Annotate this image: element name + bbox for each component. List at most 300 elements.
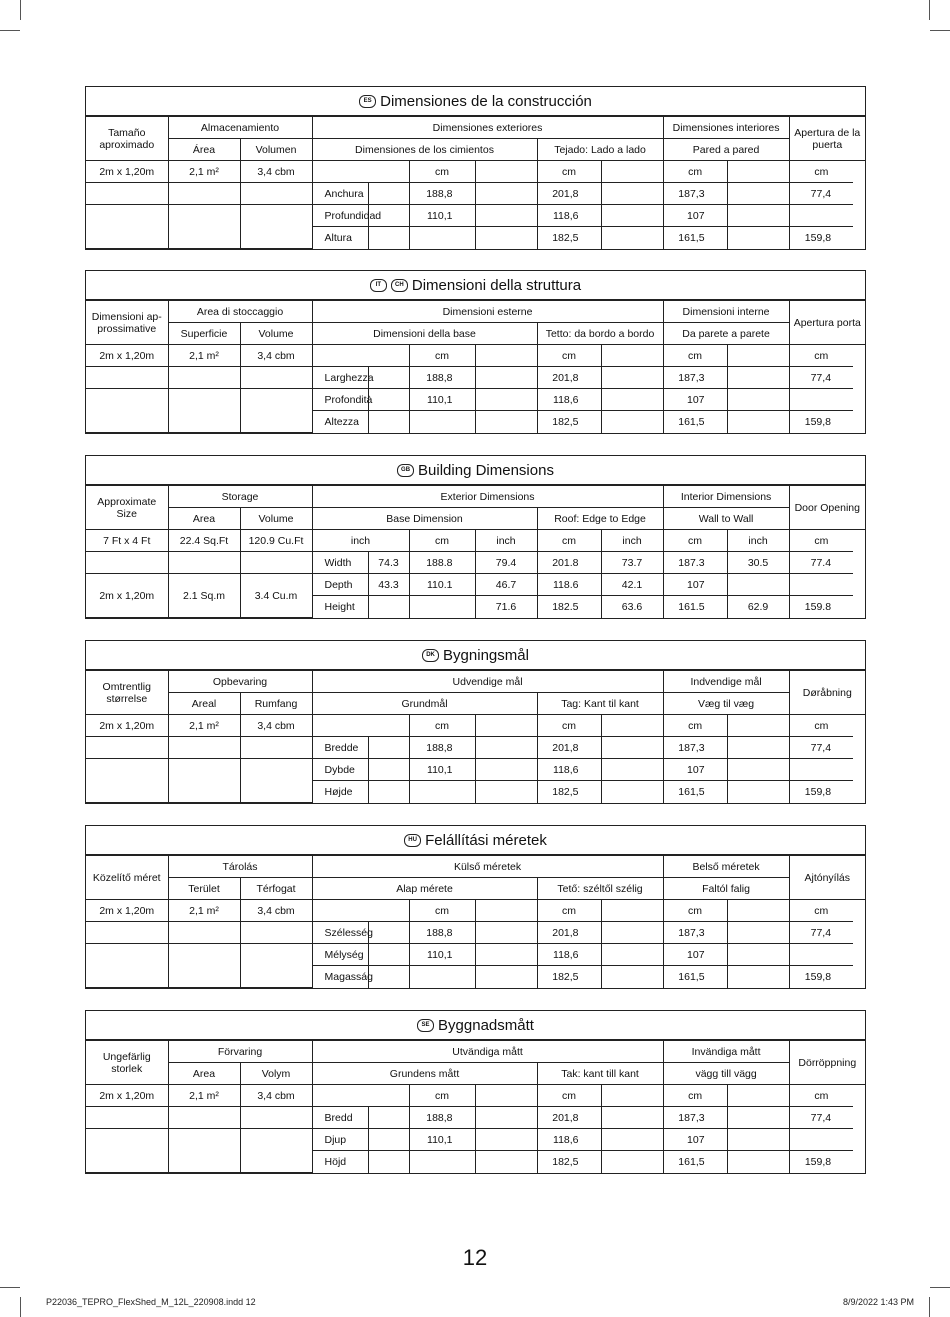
header-size: Tamaño aproximado xyxy=(86,117,168,161)
header-base: Base Dimension xyxy=(312,508,537,530)
unit-label: cm xyxy=(409,161,475,183)
dimension-value: 77,4 xyxy=(789,1107,853,1129)
size-value: 2m x 1,20m xyxy=(86,345,168,367)
dimension-value: 201.8 xyxy=(537,552,601,574)
empty-cell xyxy=(86,737,168,759)
dimension-value: 118,6 xyxy=(537,1129,601,1151)
section-title-text: Byggnadsmått xyxy=(438,1016,534,1034)
header-roof: Tejado: Lado a lado xyxy=(537,139,663,161)
unit-label xyxy=(312,900,409,922)
dimension-label: Magasság xyxy=(312,966,368,988)
dimension-value xyxy=(475,389,537,411)
empty-cell xyxy=(240,1107,312,1129)
header-base: Alap mérete xyxy=(312,878,537,900)
dimension-value: 63.6 xyxy=(601,596,663,618)
dimension-value: 182,5 xyxy=(537,227,601,249)
unit-label xyxy=(475,161,537,183)
area-value: 2.1 Sq.m xyxy=(168,574,240,618)
dimension-value: 107 xyxy=(663,205,727,227)
dimension-value xyxy=(727,389,789,411)
dimension-value xyxy=(601,1151,663,1173)
size-value xyxy=(86,1129,168,1173)
area-value xyxy=(168,205,240,249)
dimension-value xyxy=(727,781,789,803)
size-value: 2m x 1,20m xyxy=(86,715,168,737)
area-value: 2,1 m² xyxy=(168,1085,240,1107)
dimension-table xyxy=(86,1040,865,1173)
dimension-value xyxy=(727,183,789,205)
header-exterior: Dimensioni esterne xyxy=(312,301,663,323)
table-row xyxy=(86,759,865,781)
dimension-value xyxy=(727,966,789,988)
header-roof: Roof: Edge to Edge xyxy=(537,508,663,530)
dimension-value xyxy=(601,1107,663,1129)
dimension-value: 159.8 xyxy=(789,596,853,618)
dimension-value: 77,4 xyxy=(789,922,853,944)
dimension-value: 118,6 xyxy=(537,759,601,781)
header-base: Dimensiones de los cimientos xyxy=(312,139,537,161)
empty-cell xyxy=(86,183,168,205)
unit-label: cm xyxy=(409,715,475,737)
dimension-label: Anchura xyxy=(312,183,368,205)
dimension-value: 110.1 xyxy=(409,574,475,596)
dimension-value: 201,8 xyxy=(537,183,601,205)
language-badge-icon: CH xyxy=(391,279,408,292)
dimension-label: Szélesség xyxy=(312,922,368,944)
header-size: Közelítő méret xyxy=(86,856,168,900)
unit-label: cm xyxy=(537,345,601,367)
dimension-value xyxy=(368,922,409,944)
header-area: Areal xyxy=(168,693,240,715)
crop-mark xyxy=(20,1297,21,1317)
header-volume: Térfogat xyxy=(240,878,312,900)
dimension-value xyxy=(727,759,789,781)
empty-cell xyxy=(168,922,240,944)
area-value: 2,1 m² xyxy=(168,161,240,183)
dimension-value xyxy=(601,411,663,433)
area-value xyxy=(168,1129,240,1173)
dimension-value xyxy=(601,183,663,205)
header-area: Superficie xyxy=(168,323,240,345)
dimension-value xyxy=(727,205,789,227)
header-wall: Da parete a parete xyxy=(663,323,789,345)
size-value xyxy=(86,389,168,433)
volume-value: 3,4 cbm xyxy=(240,715,312,737)
table-row xyxy=(86,944,865,966)
dimension-value: 182,5 xyxy=(537,966,601,988)
dimension-value xyxy=(789,1129,853,1151)
unit-label: cm xyxy=(537,1085,601,1107)
dimension-value xyxy=(475,737,537,759)
unit-label: cm xyxy=(663,715,727,737)
section-title-text: Dimensioni della struttura xyxy=(411,276,582,294)
unit-label xyxy=(475,900,537,922)
section-title xyxy=(86,87,865,116)
empty-cell xyxy=(168,737,240,759)
dimension-value: 187,3 xyxy=(663,183,727,205)
unit-label: cm xyxy=(789,1085,853,1107)
dimension-value: 107 xyxy=(663,389,727,411)
dimension-value: 118,6 xyxy=(537,944,601,966)
dimension-value xyxy=(475,781,537,803)
dimension-value xyxy=(368,944,409,966)
header-door: Apertura porta xyxy=(789,301,865,345)
header-size: Dimensioni ap- prossimative xyxy=(86,301,168,345)
unit-label xyxy=(727,900,789,922)
dimension-value xyxy=(789,944,853,966)
area-value xyxy=(168,389,240,433)
dimension-value: 107 xyxy=(663,574,727,596)
dimension-value: 182,5 xyxy=(537,781,601,803)
size-value: 2m x 1,20m xyxy=(86,574,168,618)
unit-label xyxy=(727,1085,789,1107)
dimension-table xyxy=(86,300,865,433)
dimension-value xyxy=(475,759,537,781)
dimension-value xyxy=(727,922,789,944)
dimension-value: 182,5 xyxy=(537,1151,601,1173)
unit-label: cm xyxy=(663,161,727,183)
unit-label xyxy=(312,345,409,367)
section-title-text: Bygningsmål xyxy=(443,646,529,664)
dimension-section xyxy=(85,455,866,619)
size-value xyxy=(86,759,168,803)
area-value: 2,1 m² xyxy=(168,900,240,922)
dimension-value xyxy=(475,183,537,205)
language-badge-icon: GB xyxy=(397,464,414,477)
dimension-label: Height xyxy=(312,596,368,618)
dimension-value: 161,5 xyxy=(663,227,727,249)
header-interior: Invändiga mått xyxy=(663,1041,789,1063)
dimension-value: 118,6 xyxy=(537,389,601,411)
empty-cell xyxy=(86,367,168,389)
dimension-value: 77,4 xyxy=(789,737,853,759)
header-exterior: Udvendige mål xyxy=(312,671,663,693)
unit-label: cm xyxy=(537,161,601,183)
unit-label: cm xyxy=(789,900,853,922)
unit-label: cm xyxy=(409,900,475,922)
unit-label xyxy=(475,715,537,737)
dimension-label: Width xyxy=(312,552,368,574)
volume-value: 3,4 cbm xyxy=(240,345,312,367)
dimension-value xyxy=(409,596,475,618)
dimension-value: 30.5 xyxy=(727,552,789,574)
unit-label xyxy=(601,345,663,367)
header-base: Dimensioni della base xyxy=(312,323,537,345)
dimension-section xyxy=(85,86,866,250)
dimension-value xyxy=(727,737,789,759)
dimension-value: 79.4 xyxy=(475,552,537,574)
volume-value xyxy=(240,205,312,249)
dimension-value xyxy=(368,1151,409,1173)
header-interior: Indvendige mål xyxy=(663,671,789,693)
dimension-value: 188,8 xyxy=(409,1107,475,1129)
language-badge-icon: HU xyxy=(404,834,421,847)
section-title xyxy=(86,1011,865,1040)
dimension-value: 161,5 xyxy=(663,1151,727,1173)
dimension-value: 201,8 xyxy=(537,737,601,759)
header-door: Dörröppning xyxy=(789,1041,865,1085)
section-title xyxy=(86,271,865,300)
dimension-value: 187,3 xyxy=(663,737,727,759)
dimension-value: 188,8 xyxy=(409,183,475,205)
header-size: Approximate Size xyxy=(86,486,168,530)
dimension-value: 110,1 xyxy=(409,205,475,227)
header-interior: Belső méretek xyxy=(663,856,789,878)
dimension-value xyxy=(789,759,853,781)
dimension-value xyxy=(475,411,537,433)
size-value: 7 Ft x 4 Ft xyxy=(86,530,168,552)
dimension-value xyxy=(601,922,663,944)
dimension-value: 107 xyxy=(663,1129,727,1151)
dimension-value xyxy=(601,205,663,227)
dimension-value xyxy=(368,1129,409,1151)
dimension-value xyxy=(368,781,409,803)
table-row xyxy=(86,1129,865,1151)
dimension-value: 159,8 xyxy=(789,781,853,803)
size-value xyxy=(86,205,168,249)
dimension-value xyxy=(601,367,663,389)
area-value: 22.4 Sq.Ft xyxy=(168,530,240,552)
empty-cell xyxy=(86,552,168,574)
empty-cell xyxy=(168,1107,240,1129)
dimension-value: 161.5 xyxy=(663,596,727,618)
dimension-value: 187.3 xyxy=(663,552,727,574)
header-interior: Interior Dimensions xyxy=(663,486,789,508)
dimension-section xyxy=(85,640,866,804)
dimension-value xyxy=(601,389,663,411)
dimension-value xyxy=(727,944,789,966)
unit-label xyxy=(475,345,537,367)
dimension-value: 182,5 xyxy=(537,411,601,433)
footer-file: P22036_TEPRO_FlexShed_M_12L_220908.indd 12 xyxy=(46,1297,256,1307)
size-value: 2m x 1,20m xyxy=(86,1085,168,1107)
header-wall: Faltól falig xyxy=(663,878,789,900)
dimension-value xyxy=(601,966,663,988)
dimension-value xyxy=(475,966,537,988)
language-badge-icon: SE xyxy=(417,1019,434,1032)
dimension-label: Höjd xyxy=(312,1151,368,1173)
empty-cell xyxy=(168,183,240,205)
header-roof: Tag: Kant til kant xyxy=(537,693,663,715)
empty-cell xyxy=(240,737,312,759)
unit-label: cm xyxy=(537,900,601,922)
dimension-value xyxy=(475,944,537,966)
dimension-value xyxy=(789,205,853,227)
header-exterior: Exterior Dimensions xyxy=(312,486,663,508)
dimension-value: 161,5 xyxy=(663,966,727,988)
unit-label: inch xyxy=(727,530,789,552)
footer-timestamp: 8/9/2022 1:43 PM xyxy=(842,1297,914,1307)
unit-label xyxy=(312,161,409,183)
dimension-value xyxy=(368,966,409,988)
unit-label: cm xyxy=(663,530,727,552)
area-value: 2,1 m² xyxy=(168,345,240,367)
empty-cell xyxy=(168,367,240,389)
dimension-value xyxy=(409,1151,475,1173)
section-title-text: Dimensiones de la construcción xyxy=(380,92,592,110)
area-value xyxy=(168,759,240,803)
dimension-value: 107 xyxy=(663,944,727,966)
header-storage: Storage xyxy=(168,486,312,508)
crop-mark xyxy=(0,30,20,31)
volume-value: 3,4 cbm xyxy=(240,1085,312,1107)
dimension-value: 187,3 xyxy=(663,367,727,389)
dimension-label: Profundidad xyxy=(312,205,368,227)
dimension-value: 118,6 xyxy=(537,205,601,227)
table-row xyxy=(86,183,865,205)
dimension-label: Højde xyxy=(312,781,368,803)
dimension-label: Bredd xyxy=(312,1107,368,1129)
dimension-value: 77,4 xyxy=(789,367,853,389)
dimension-value: 107 xyxy=(663,759,727,781)
area-value xyxy=(168,944,240,988)
volume-value: 3.4 Cu.m xyxy=(240,574,312,618)
dimension-section xyxy=(85,825,866,989)
header-wall: Væg til væg xyxy=(663,693,789,715)
unit-label: cm xyxy=(789,530,853,552)
dimension-value xyxy=(368,759,409,781)
dimension-value: 110,1 xyxy=(409,944,475,966)
dimension-value: 201,8 xyxy=(537,922,601,944)
section-title-text: Building Dimensions xyxy=(418,461,554,479)
dimension-value: 188.8 xyxy=(409,552,475,574)
dimension-value: 159,8 xyxy=(789,1151,853,1173)
unit-label xyxy=(312,715,409,737)
volume-value: 120.9 Cu.Ft xyxy=(240,530,312,552)
header-door: Døråbning xyxy=(789,671,865,715)
table-row xyxy=(86,389,865,411)
dimension-label: Dybde xyxy=(312,759,368,781)
empty-cell xyxy=(86,1107,168,1129)
header-wall: Pared a pared xyxy=(663,139,789,161)
unit-label xyxy=(601,161,663,183)
header-roof: Tak: kant till kant xyxy=(537,1063,663,1085)
dimension-value xyxy=(368,367,409,389)
dimension-value xyxy=(601,759,663,781)
unit-label: cm xyxy=(409,1085,475,1107)
dimension-value: 110,1 xyxy=(409,1129,475,1151)
empty-cell xyxy=(86,922,168,944)
unit-label xyxy=(601,900,663,922)
dimension-value: 159,8 xyxy=(789,227,853,249)
dimension-value: 77,4 xyxy=(789,183,853,205)
unit-label: cm xyxy=(663,345,727,367)
volume-value: 3,4 cbm xyxy=(240,900,312,922)
unit-label xyxy=(727,161,789,183)
dimension-value: 187,3 xyxy=(663,922,727,944)
section-title xyxy=(86,641,865,670)
section-title xyxy=(86,826,865,855)
dimension-label: Bredde xyxy=(312,737,368,759)
volume-value xyxy=(240,944,312,988)
dimension-value: 118.6 xyxy=(537,574,601,596)
dimension-table xyxy=(86,116,865,249)
size-value: 2m x 1,20m xyxy=(86,161,168,183)
empty-cell xyxy=(240,552,312,574)
header-storage: Area di stoccaggio xyxy=(168,301,312,323)
header-storage: Opbevaring xyxy=(168,671,312,693)
dimension-label: Depth xyxy=(312,574,368,596)
unit-label: cm xyxy=(789,345,853,367)
dimension-value: 110,1 xyxy=(409,759,475,781)
empty-cell xyxy=(240,367,312,389)
header-area: Terület xyxy=(168,878,240,900)
dimension-value xyxy=(368,1107,409,1129)
table-row xyxy=(86,574,865,596)
header-area: Area xyxy=(168,508,240,530)
table-row xyxy=(86,552,865,574)
header-size: Ungefärlig storlek xyxy=(86,1041,168,1085)
dimension-value xyxy=(368,183,409,205)
dimension-value xyxy=(475,1151,537,1173)
unit-label xyxy=(312,1085,409,1107)
volume-value xyxy=(240,1129,312,1173)
size-value xyxy=(86,944,168,988)
unit-label: inch xyxy=(475,530,537,552)
header-interior: Dimensiones interiores xyxy=(663,117,789,139)
dimension-value: 110,1 xyxy=(409,389,475,411)
unit-label: cm xyxy=(663,1085,727,1107)
dimension-value xyxy=(727,411,789,433)
volume-value: 3,4 cbm xyxy=(240,161,312,183)
unit-label xyxy=(601,1085,663,1107)
header-base: Grundens mått xyxy=(312,1063,537,1085)
header-wall: vägg till vägg xyxy=(663,1063,789,1085)
dimension-value: 71.6 xyxy=(475,596,537,618)
header-storage: Almacenamiento xyxy=(168,117,312,139)
dimension-value xyxy=(789,389,853,411)
dimension-section xyxy=(85,270,866,434)
dimension-value xyxy=(409,227,475,249)
dimension-value: 42.1 xyxy=(601,574,663,596)
header-exterior: Utvändiga mått xyxy=(312,1041,663,1063)
dimension-table xyxy=(86,855,865,988)
dimension-value: 188,8 xyxy=(409,367,475,389)
dimension-value xyxy=(368,596,409,618)
dimension-label: Altezza xyxy=(312,411,368,433)
dimension-value: 46.7 xyxy=(475,574,537,596)
unit-label: inch xyxy=(601,530,663,552)
dimension-value xyxy=(475,1107,537,1129)
dimension-value: 201,8 xyxy=(537,367,601,389)
dimension-value xyxy=(727,1129,789,1151)
empty-cell xyxy=(168,552,240,574)
dimension-label: Djup xyxy=(312,1129,368,1151)
header-door: Apertura de la puerta xyxy=(789,117,865,161)
volume-value xyxy=(240,389,312,433)
section-title-text: Felállítási méretek xyxy=(425,831,547,849)
language-badge-icon: DK xyxy=(422,649,439,662)
dimension-value xyxy=(601,781,663,803)
header-exterior: Dimensiones exteriores xyxy=(312,117,663,139)
unit-label: cm xyxy=(537,530,601,552)
header-interior: Dimensioni interne xyxy=(663,301,789,323)
crop-mark xyxy=(930,30,950,31)
empty-cell xyxy=(240,922,312,944)
dimension-value: 161,5 xyxy=(663,411,727,433)
dimension-value: 73.7 xyxy=(601,552,663,574)
header-base: Grundmål xyxy=(312,693,537,715)
table-row xyxy=(86,367,865,389)
dimension-value xyxy=(601,1129,663,1151)
dimension-label: Altura xyxy=(312,227,368,249)
header-volume: Rumfang xyxy=(240,693,312,715)
dimension-label: Profondità xyxy=(312,389,368,411)
language-badge-icon: ES xyxy=(359,95,376,108)
dimension-value xyxy=(601,944,663,966)
header-door: Ajtónyílás xyxy=(789,856,865,900)
table-row xyxy=(86,737,865,759)
